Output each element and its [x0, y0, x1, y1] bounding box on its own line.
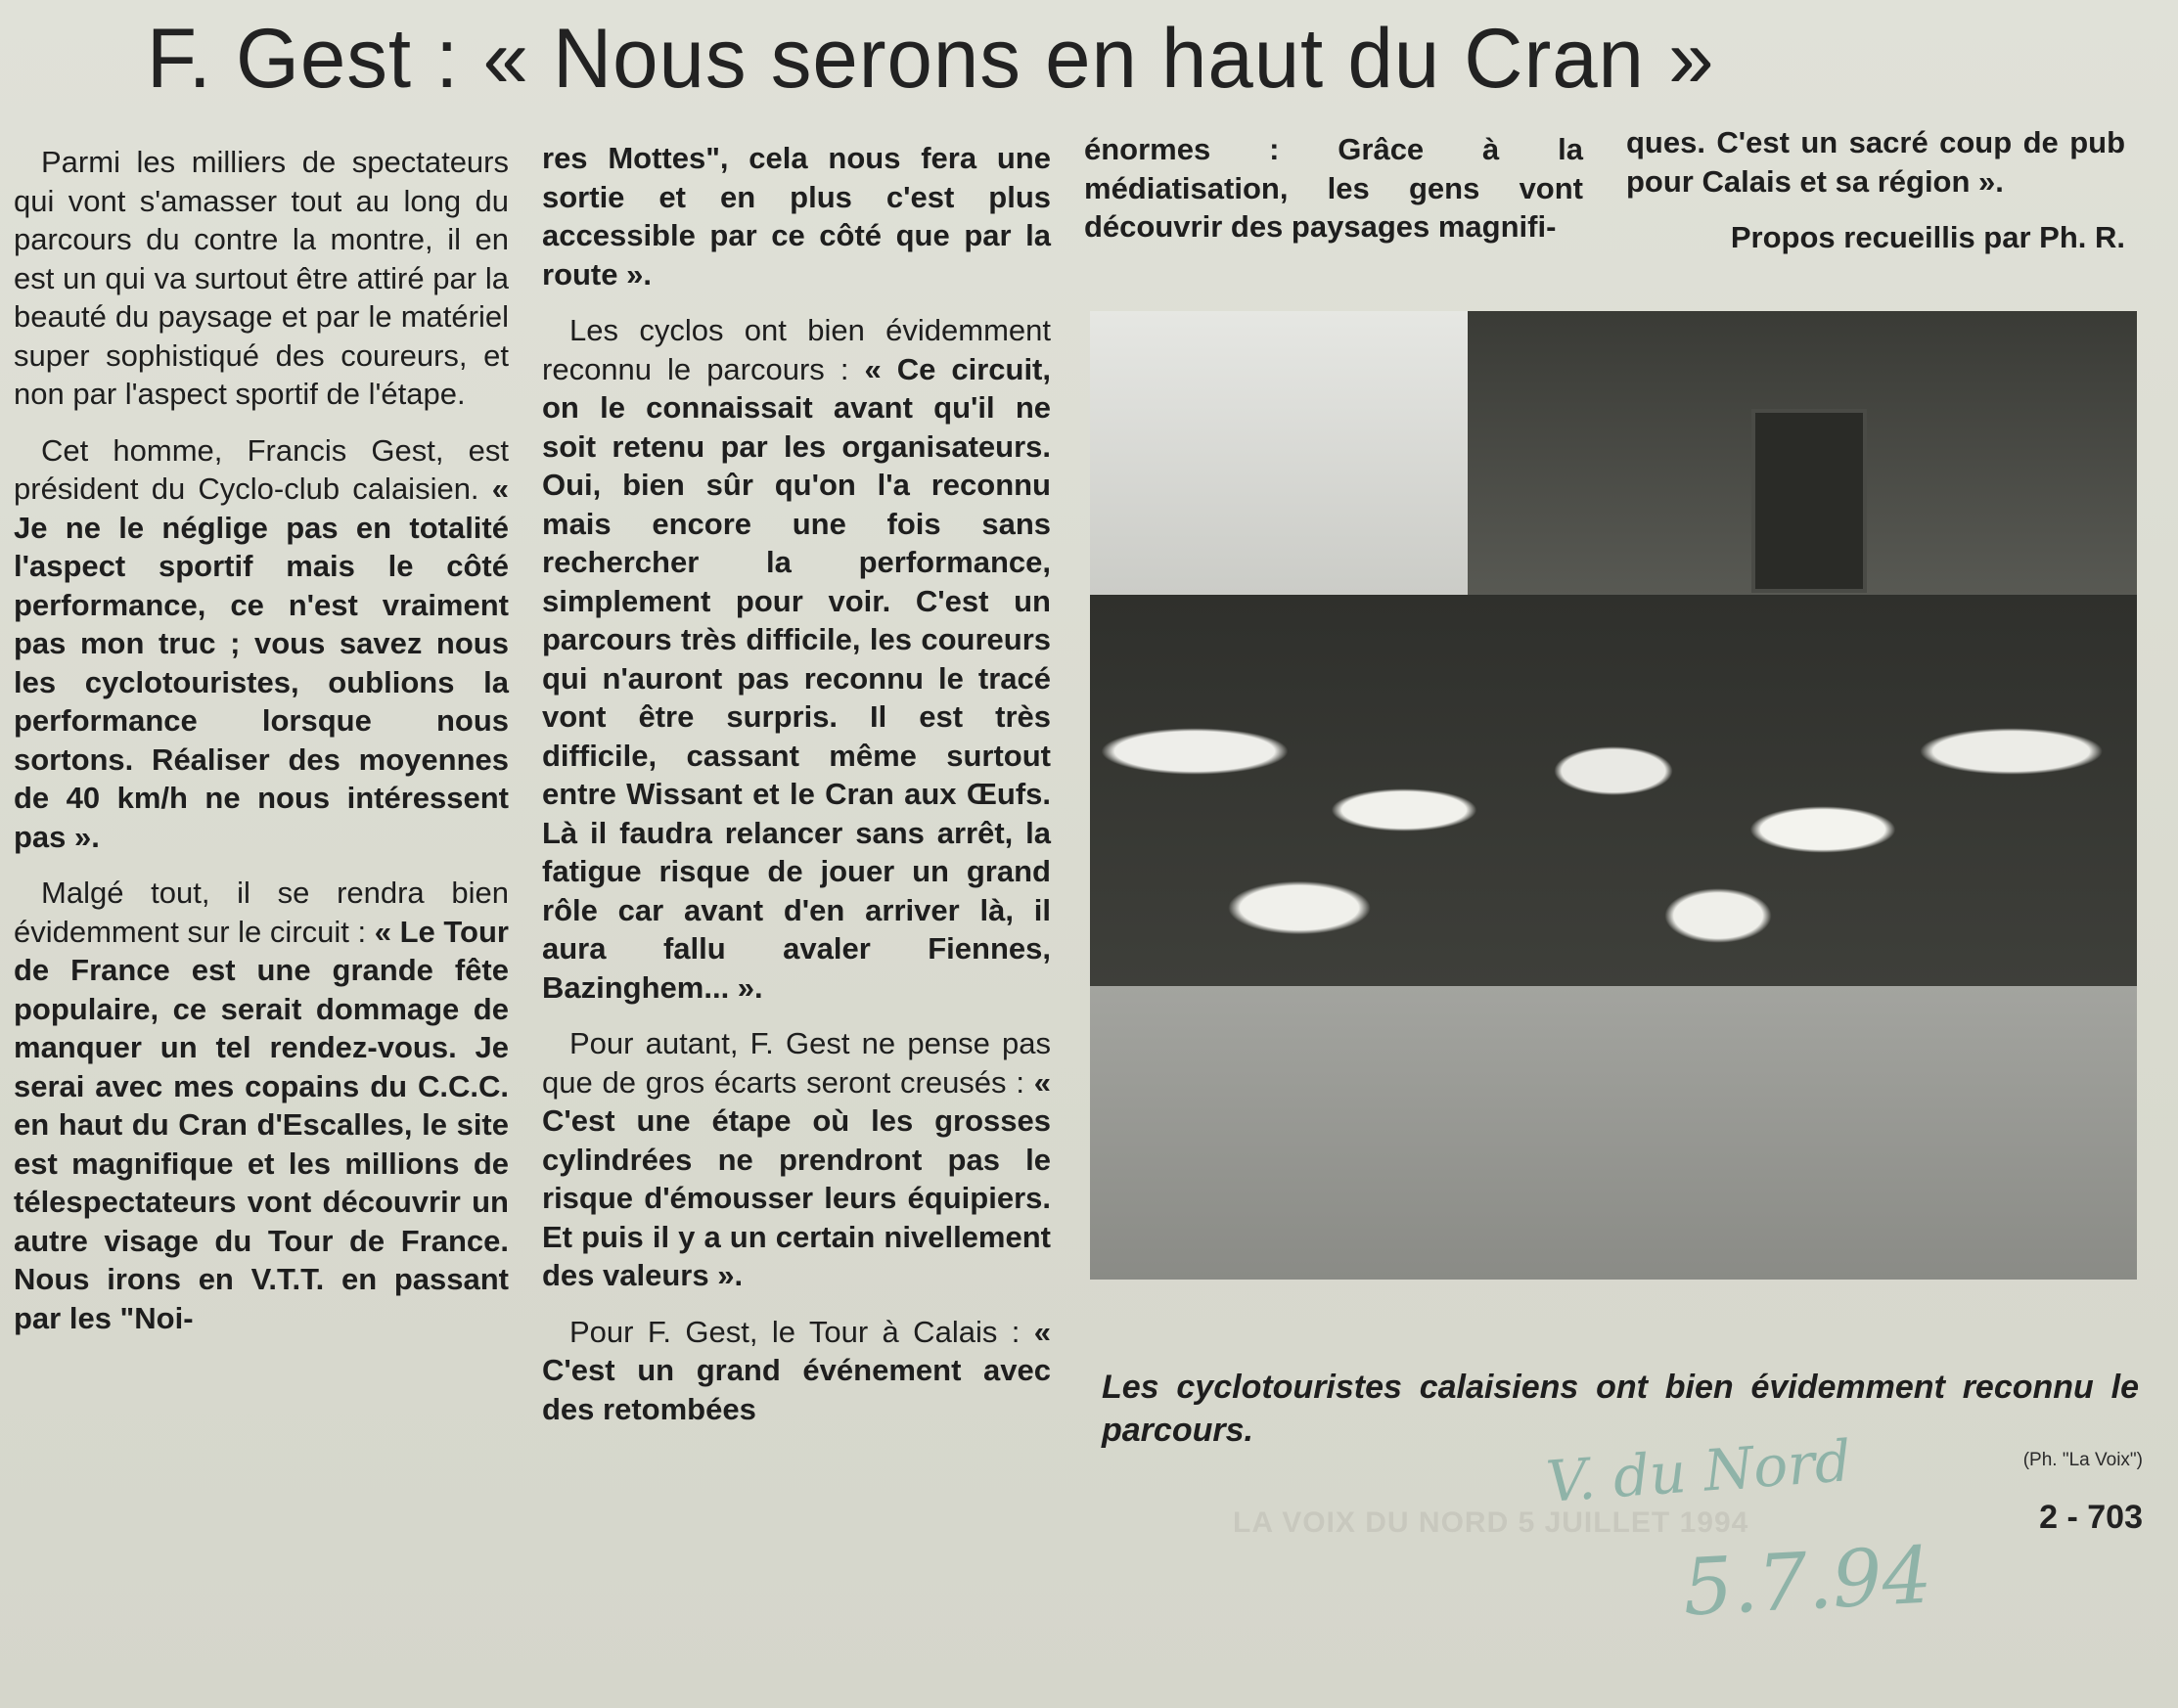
quote-text: res Mottes", cela nous fera une sortie et en plus c'est plus accessible par ce côté que par la route ». [542, 141, 1051, 292]
paragraph-text: Pour autant, F. Gest ne pense pas que de gros écarts seront creusés : [542, 1026, 1051, 1100]
photo-bunker-door [1751, 409, 1867, 593]
quote-text: « Le Tour de France est une grande fête populaire, ce serait dommage de manquer un tel rendez-vous. Je serai avec mes copains du C.C.C. en haut du Cran d'Escalles, le site est magnifique et les millions de télespectateurs vont découvrir un autre visage du Tour de France. Nous irons en V.T.T. en passant par les "Noi- [14, 914, 509, 1335]
quote-text: ques. C'est un sacré coup de pub pour Calais et sa région ». [1626, 125, 2125, 199]
paragraph: Parmi les milliers de spectateurs qui vont s'amasser tout au long du parcours du contre la montre, il en est un qui va surtout être attiré par la beauté du paysage et par le matériel super sophistiqué des coureurs, et non par l'aspect sportif de l'étape. [14, 145, 509, 411]
quote-text: « Ce circuit, on le connaissait avant qu'il ne soit retenu par les organisateurs. Oui, bien sûr qu'on l'a reconnu mais encore une fois sans rechercher la performance, simplement pour voir. C'est un parcours très difficile, les coureurs qui n'auront pas reconnu le tracé vont être surpris. Il est très difficile, cassant même surtout entre Wissant et le Cran aux Œufs. Là il faudra relancer sans arrêt, la fatigue risque de jouer un grand rôle car avant d'en arriver là, il aura fallu avaler Fiennes, Bazinghem... ». [542, 351, 1051, 1005]
headline: F. Gest : « Nous serons en haut du Cran » [147, 12, 1715, 106]
quote-text: « C'est une étape où les grosses cylindrées ne prendront pas le risque d'émousser leurs équipiers. Et puis il y a un certain nivellement des valeurs ». [542, 1064, 1051, 1292]
quote-text: « Je ne le néglige pas en totalité l'aspect sportif mais le côté performance, ce n'est vraiment pas mon truc ; vous savez nous les cyclotouristes, oublions la performance lorsque nous sortons. Réaliser des moyennes de 40 km/h ne nous intéressent pas ». [14, 472, 509, 854]
paragraph [14, 431, 509, 857]
paragraph [542, 139, 1051, 293]
photo-ground [1090, 986, 2137, 1280]
paragraph-text: Les cyclos ont bien évidemment reconnu le parcours : [542, 313, 1051, 386]
paragraph [542, 1313, 1051, 1429]
handwritten-date: 5.7.94 [1680, 1529, 1934, 1634]
photo-bunker [1468, 311, 2137, 624]
handwritten-source: V. du Nord [1544, 1427, 1854, 1515]
paragraph [1626, 123, 2125, 201]
bleed-through-text: LA VOIX DU NORD 5 JUILLET 1994 [1233, 1506, 1749, 1539]
photo-caption: Les cyclotouristes calaisiens ont bien évidemment reconnu le parcours. [1102, 1369, 2139, 1449]
article-column-3 [1084, 130, 1583, 264]
paragraph-text: Pour F. Gest, le Tour à Calais : [569, 1314, 1034, 1349]
photo-credit: (Ph. "La Voix") [2022, 1450, 2143, 1470]
paragraph-text: Cet homme, Francis Gest, est président du Cyclo-club calaisien. [14, 432, 509, 506]
article-column-4 [1626, 123, 2125, 257]
page-number: 2 - 703 [2039, 1499, 2143, 1536]
paragraph [14, 874, 509, 1337]
paragraph [542, 311, 1051, 1007]
paragraph [1084, 130, 1583, 247]
photo-sky [1090, 311, 1501, 614]
quote-text: énormes : Grâce à la médiatisation, les gens vont découvrir des paysages magnifi- [1084, 132, 1583, 244]
article-column-1 [14, 143, 509, 1355]
byline: Propos recueillis par Ph. R. [1730, 220, 2125, 254]
article-column-2 [542, 139, 1051, 1446]
photo-cyclists-group [1090, 595, 2137, 986]
paragraph-text: Malgé tout, il se rendra bien évidemment sur le circuit : [14, 876, 509, 949]
paragraph [542, 1024, 1051, 1295]
group-photo [1090, 311, 2137, 1280]
quote-text: « C'est un grand événement avec des retombées [542, 1314, 1051, 1426]
